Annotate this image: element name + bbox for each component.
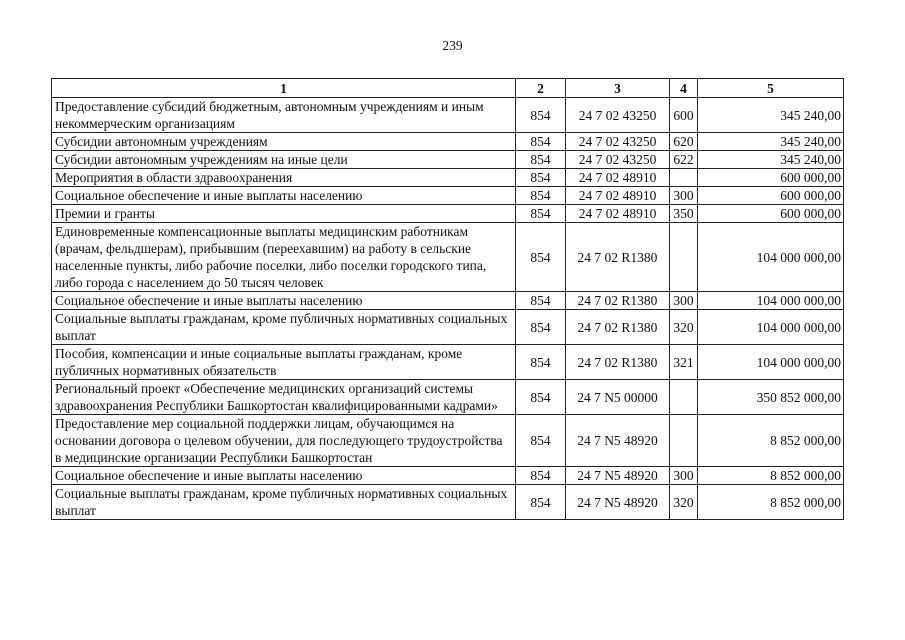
row-article-cell: 24 7 N5 00000 bbox=[566, 380, 670, 415]
table-row bbox=[52, 205, 844, 223]
row-code-cell: 854 bbox=[516, 380, 566, 415]
row-name-cell: Пособия, компенсации и иные социальные выплаты гражданам, кроме публичных нормативных обязательств bbox=[52, 345, 516, 380]
row-name-cell: Социальное обеспечение и иные выплаты населению bbox=[52, 292, 516, 310]
row-code-cell: 854 bbox=[516, 133, 566, 151]
row-amount-cell: 600 000,00 bbox=[698, 169, 844, 187]
row-article-cell: 24 7 02 43250 bbox=[566, 98, 670, 133]
row-type-cell: 300 bbox=[670, 187, 698, 205]
row-amount-cell: 8 852 000,00 bbox=[698, 485, 844, 520]
row-article-cell: 24 7 02 R1380 bbox=[566, 310, 670, 345]
row-code-cell: 854 bbox=[516, 345, 566, 380]
header-cell: 3 bbox=[566, 79, 670, 98]
row-amount-cell: 8 852 000,00 bbox=[698, 415, 844, 467]
row-name-cell: Мероприятия в области здравоохранения bbox=[52, 169, 516, 187]
row-name-cell: Социальное обеспечение и иные выплаты населению bbox=[52, 467, 516, 485]
row-amount-cell: 345 240,00 bbox=[698, 133, 844, 151]
row-type-cell: 320 bbox=[670, 485, 698, 520]
row-name-cell: Субсидии автономным учреждениям bbox=[52, 133, 516, 151]
row-article-cell: 24 7 02 43250 bbox=[566, 133, 670, 151]
row-name-cell: Субсидии автономным учреждениям на иные цели bbox=[52, 151, 516, 169]
table-body bbox=[52, 98, 844, 520]
row-article-cell: 24 7 N5 48920 bbox=[566, 467, 670, 485]
row-name-cell: Предоставление субсидий бюджетным, автономным учреждениям и иным некоммерческим организациям bbox=[52, 98, 516, 133]
row-type-cell bbox=[670, 223, 698, 292]
table-header-row bbox=[52, 79, 844, 98]
row-amount-cell: 350 852 000,00 bbox=[698, 380, 844, 415]
header-cell: 5 bbox=[698, 79, 844, 98]
row-type-cell: 620 bbox=[670, 133, 698, 151]
budget-table bbox=[51, 78, 844, 520]
row-type-cell: 622 bbox=[670, 151, 698, 169]
header-cell: 4 bbox=[670, 79, 698, 98]
table-row bbox=[52, 169, 844, 187]
row-type-cell: 320 bbox=[670, 310, 698, 345]
row-article-cell: 24 7 02 48910 bbox=[566, 169, 670, 187]
row-name-cell: Региональный проект «Обеспечение медицинских организаций системы здравоохранения Республики Башкортостан квалифицированными кадрами» bbox=[52, 380, 516, 415]
table-row bbox=[52, 292, 844, 310]
row-article-cell: 24 7 02 R1380 bbox=[566, 292, 670, 310]
row-type-cell bbox=[670, 169, 698, 187]
row-name-cell: Социальные выплаты гражданам, кроме публичных нормативных социальных выплат bbox=[52, 310, 516, 345]
row-code-cell: 854 bbox=[516, 485, 566, 520]
row-code-cell: 854 bbox=[516, 169, 566, 187]
table-row bbox=[52, 380, 844, 415]
row-name-cell: Социальное обеспечение и иные выплаты населению bbox=[52, 187, 516, 205]
row-amount-cell: 104 000 000,00 bbox=[698, 345, 844, 380]
row-code-cell: 854 bbox=[516, 205, 566, 223]
row-name-cell: Премии и гранты bbox=[52, 205, 516, 223]
row-type-cell: 600 bbox=[670, 98, 698, 133]
row-type-cell: 300 bbox=[670, 292, 698, 310]
row-article-cell: 24 7 02 R1380 bbox=[566, 223, 670, 292]
row-code-cell: 854 bbox=[516, 292, 566, 310]
row-code-cell: 854 bbox=[516, 187, 566, 205]
table-row bbox=[52, 467, 844, 485]
row-name-cell: Предоставление мер социальной поддержки лицам, обучающимся на основании договора о целевом обучении, для последующего трудоустройства в медицинские организации Республики Башкортостан bbox=[52, 415, 516, 467]
table-row bbox=[52, 310, 844, 345]
table-row bbox=[52, 98, 844, 133]
row-type-cell bbox=[670, 415, 698, 467]
row-type-cell: 300 bbox=[670, 467, 698, 485]
table-row bbox=[52, 187, 844, 205]
table-row bbox=[52, 133, 844, 151]
row-article-cell: 24 7 02 48910 bbox=[566, 205, 670, 223]
row-type-cell: 321 bbox=[670, 345, 698, 380]
row-amount-cell: 104 000 000,00 bbox=[698, 223, 844, 292]
row-article-cell: 24 7 N5 48920 bbox=[566, 485, 670, 520]
row-amount-cell: 104 000 000,00 bbox=[698, 292, 844, 310]
header-cell: 2 bbox=[516, 79, 566, 98]
table-row bbox=[52, 485, 844, 520]
row-amount-cell: 345 240,00 bbox=[698, 98, 844, 133]
row-article-cell: 24 7 02 43250 bbox=[566, 151, 670, 169]
header-cell: 1 bbox=[52, 79, 516, 98]
table-row bbox=[52, 151, 844, 169]
row-code-cell: 854 bbox=[516, 310, 566, 345]
row-amount-cell: 104 000 000,00 bbox=[698, 310, 844, 345]
row-name-cell: Единовременные компенсационные выплаты медицинским работникам (врачам, фельдшерам), прибывшим (переехавшим) на работу в сельские населенные пункты, либо рабочие поселки, либо поселки городского типа, либо города с населением до 50 тысяч человек bbox=[52, 223, 516, 292]
row-code-cell: 854 bbox=[516, 467, 566, 485]
row-article-cell: 24 7 N5 48920 bbox=[566, 415, 670, 467]
table-row bbox=[52, 345, 844, 380]
table-row bbox=[52, 223, 844, 292]
row-type-cell: 350 bbox=[670, 205, 698, 223]
row-amount-cell: 8 852 000,00 bbox=[698, 467, 844, 485]
page-number: 239 bbox=[442, 38, 463, 53]
row-amount-cell: 345 240,00 bbox=[698, 151, 844, 169]
row-code-cell: 854 bbox=[516, 415, 566, 467]
row-code-cell: 854 bbox=[516, 98, 566, 133]
row-amount-cell: 600 000,00 bbox=[698, 205, 844, 223]
table-row bbox=[52, 415, 844, 467]
row-amount-cell: 600 000,00 bbox=[698, 187, 844, 205]
row-type-cell bbox=[670, 380, 698, 415]
row-name-cell: Социальные выплаты гражданам, кроме публичных нормативных социальных выплат bbox=[52, 485, 516, 520]
row-code-cell: 854 bbox=[516, 223, 566, 292]
row-code-cell: 854 bbox=[516, 151, 566, 169]
row-article-cell: 24 7 02 R1380 bbox=[566, 345, 670, 380]
row-article-cell: 24 7 02 48910 bbox=[566, 187, 670, 205]
